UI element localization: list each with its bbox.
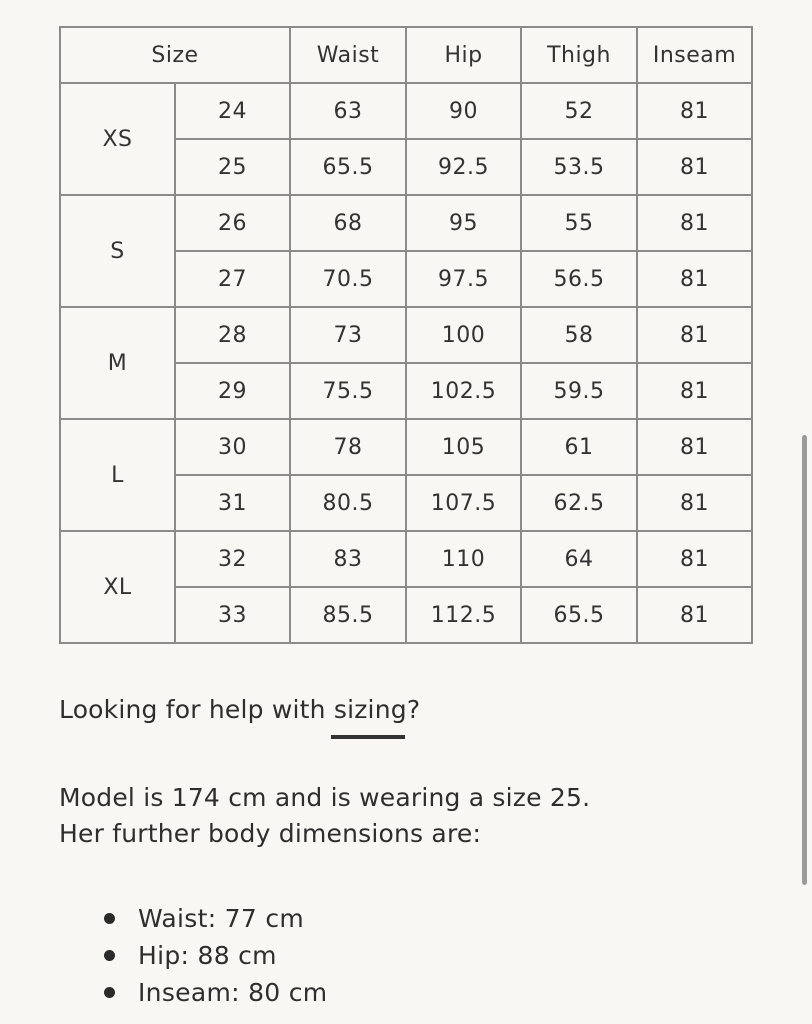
table-cell: 83 — [290, 531, 406, 587]
bullet-icon — [104, 950, 115, 961]
header-waist: Waist — [290, 27, 406, 83]
model-line-1: Model is 174 cm and is wearing a size 25. — [59, 783, 591, 812]
sizing-help-text — [59, 695, 420, 724]
size-group-label: XL — [60, 531, 175, 643]
table-cell: 97.5 — [406, 251, 521, 307]
header-inseam: Inseam — [637, 27, 752, 83]
table-cell: 112.5 — [406, 587, 521, 643]
table-cell: 81 — [637, 419, 752, 475]
table-row — [60, 419, 752, 475]
table-cell: 29 — [175, 363, 290, 419]
size-group-label: S — [60, 195, 175, 307]
table-cell: 27 — [175, 251, 290, 307]
table-cell: 73 — [290, 307, 406, 363]
table-cell: 24 — [175, 83, 290, 139]
table-row — [60, 83, 752, 139]
table-row — [60, 195, 752, 251]
table-row — [60, 531, 752, 587]
table-cell: 28 — [175, 307, 290, 363]
dimension-inseam: Inseam: 80 cm — [138, 978, 328, 1007]
table-cell: 85.5 — [290, 587, 406, 643]
table-cell: 78 — [290, 419, 406, 475]
table-cell: 105 — [406, 419, 521, 475]
body-dimensions-list — [100, 900, 327, 1011]
model-description — [59, 780, 590, 852]
table-cell: 53.5 — [521, 139, 637, 195]
table-cell: 81 — [637, 83, 752, 139]
table-cell: 64 — [521, 531, 637, 587]
sizing-help-prefix: Looking for help with — [59, 695, 334, 724]
sizing-link-underline[interactable] — [331, 735, 405, 739]
list-item — [100, 937, 327, 974]
size-group-label: M — [60, 307, 175, 419]
scrollbar[interactable] — [802, 435, 807, 885]
table-cell: 26 — [175, 195, 290, 251]
table-cell: 81 — [637, 363, 752, 419]
table-cell: 90 — [406, 83, 521, 139]
table-cell: 61 — [521, 419, 637, 475]
table-cell: 75.5 — [290, 363, 406, 419]
table-cell: 70.5 — [290, 251, 406, 307]
header-hip: Hip — [406, 27, 521, 83]
table-cell: 58 — [521, 307, 637, 363]
table-cell: 65.5 — [521, 587, 637, 643]
table-cell: 81 — [637, 307, 752, 363]
table-cell: 110 — [406, 531, 521, 587]
table-cell: 59.5 — [521, 363, 637, 419]
table-cell: 55 — [521, 195, 637, 251]
bullet-icon — [104, 913, 115, 924]
table-cell: 81 — [637, 139, 752, 195]
table-cell: 81 — [637, 251, 752, 307]
table-cell: 102.5 — [406, 363, 521, 419]
table-row — [60, 307, 752, 363]
bullet-icon — [104, 987, 115, 998]
list-item — [100, 974, 327, 1011]
table-cell: 95 — [406, 195, 521, 251]
table-cell: 62.5 — [521, 475, 637, 531]
dimension-hip: Hip: 88 cm — [138, 941, 277, 970]
table-cell: 33 — [175, 587, 290, 643]
table-header-row — [60, 27, 752, 83]
table-cell: 81 — [637, 531, 752, 587]
sizing-help-suffix: ? — [406, 695, 421, 724]
table-cell: 81 — [637, 475, 752, 531]
table-cell: 68 — [290, 195, 406, 251]
model-line-2: Her further body dimensions are: — [59, 819, 482, 848]
table-cell: 25 — [175, 139, 290, 195]
size-group-label: XS — [60, 83, 175, 195]
table-cell: 31 — [175, 475, 290, 531]
table-cell: 52 — [521, 83, 637, 139]
list-item — [100, 900, 327, 937]
size-chart-table — [59, 26, 753, 644]
table-cell: 56.5 — [521, 251, 637, 307]
sizing-link[interactable]: sizing — [333, 695, 407, 724]
table-cell: 30 — [175, 419, 290, 475]
table-cell: 81 — [637, 587, 752, 643]
table-cell: 100 — [406, 307, 521, 363]
header-thigh: Thigh — [521, 27, 637, 83]
table-cell: 80.5 — [290, 475, 406, 531]
table-cell: 65.5 — [290, 139, 406, 195]
header-size: Size — [60, 27, 290, 83]
table-cell: 63 — [290, 83, 406, 139]
table-cell: 81 — [637, 195, 752, 251]
table-cell: 92.5 — [406, 139, 521, 195]
table-cell: 32 — [175, 531, 290, 587]
table-cell: 107.5 — [406, 475, 521, 531]
dimension-waist: Waist: 77 cm — [138, 904, 305, 933]
size-group-label: L — [60, 419, 175, 531]
